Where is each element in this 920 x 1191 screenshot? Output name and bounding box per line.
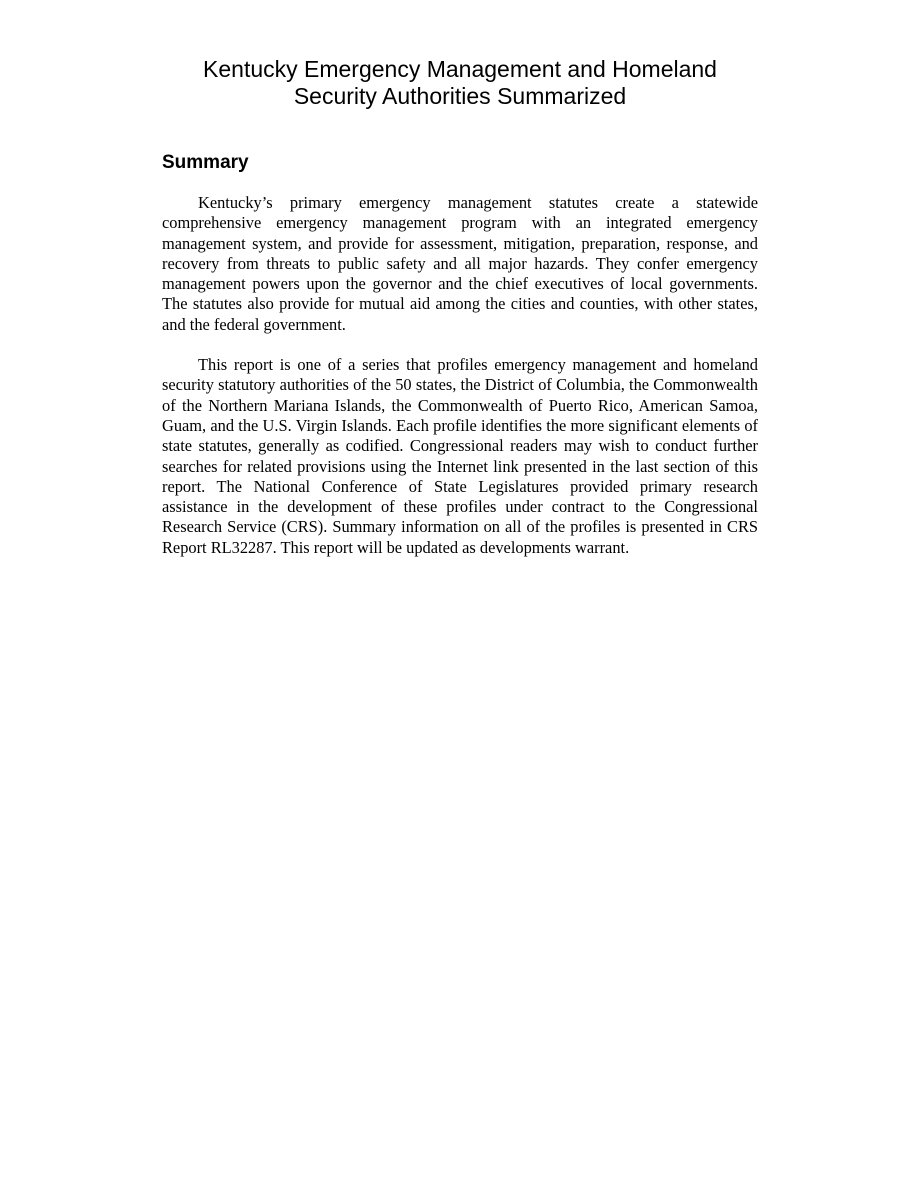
summary-paragraph-2: This report is one of a series that profiles emergency management and homeland security statutory authorities of the 50 states, the District of Columbia, the Commonwealth of the Northern Mariana Islands, the Commonwealth of Puerto Rico, American Samoa, Guam, and the U.S. Virgin Islands. Each profile identifies the more significant elements of state statutes, generally as codified. Congressional readers may wish to conduct further searches for related provisions using the Internet link presented in the last section of this report. The National Conference of State Legislatures provided primary research assistance in the development of these profiles under contract to the Congressional Research Service (CRS). Summary information on all of the profiles is presented in CRS Report RL32287. This report will be updated as developments warrant. [162, 355, 758, 557]
document-page [162, 0, 758, 558]
title-line-1: Kentucky Emergency Management and Homeland [203, 56, 717, 82]
summary-paragraph-1: Kentucky’s primary emergency management statutes create a statewide comprehensive emergency management program with an integrated emergency management system, and provide for assessment, mitigation, preparation, response, and recovery from threats to public safety and all major hazards. They confer emergency management powers upon the governor and the chief executives of local governments. The statutes also provide for mutual aid among the cities and counties, with other states, and the federal government. [162, 193, 758, 334]
document-title [162, 56, 758, 110]
section-heading-summary: Summary [162, 152, 249, 173]
title-line-2: Security Authorities Summarized [293, 83, 627, 109]
